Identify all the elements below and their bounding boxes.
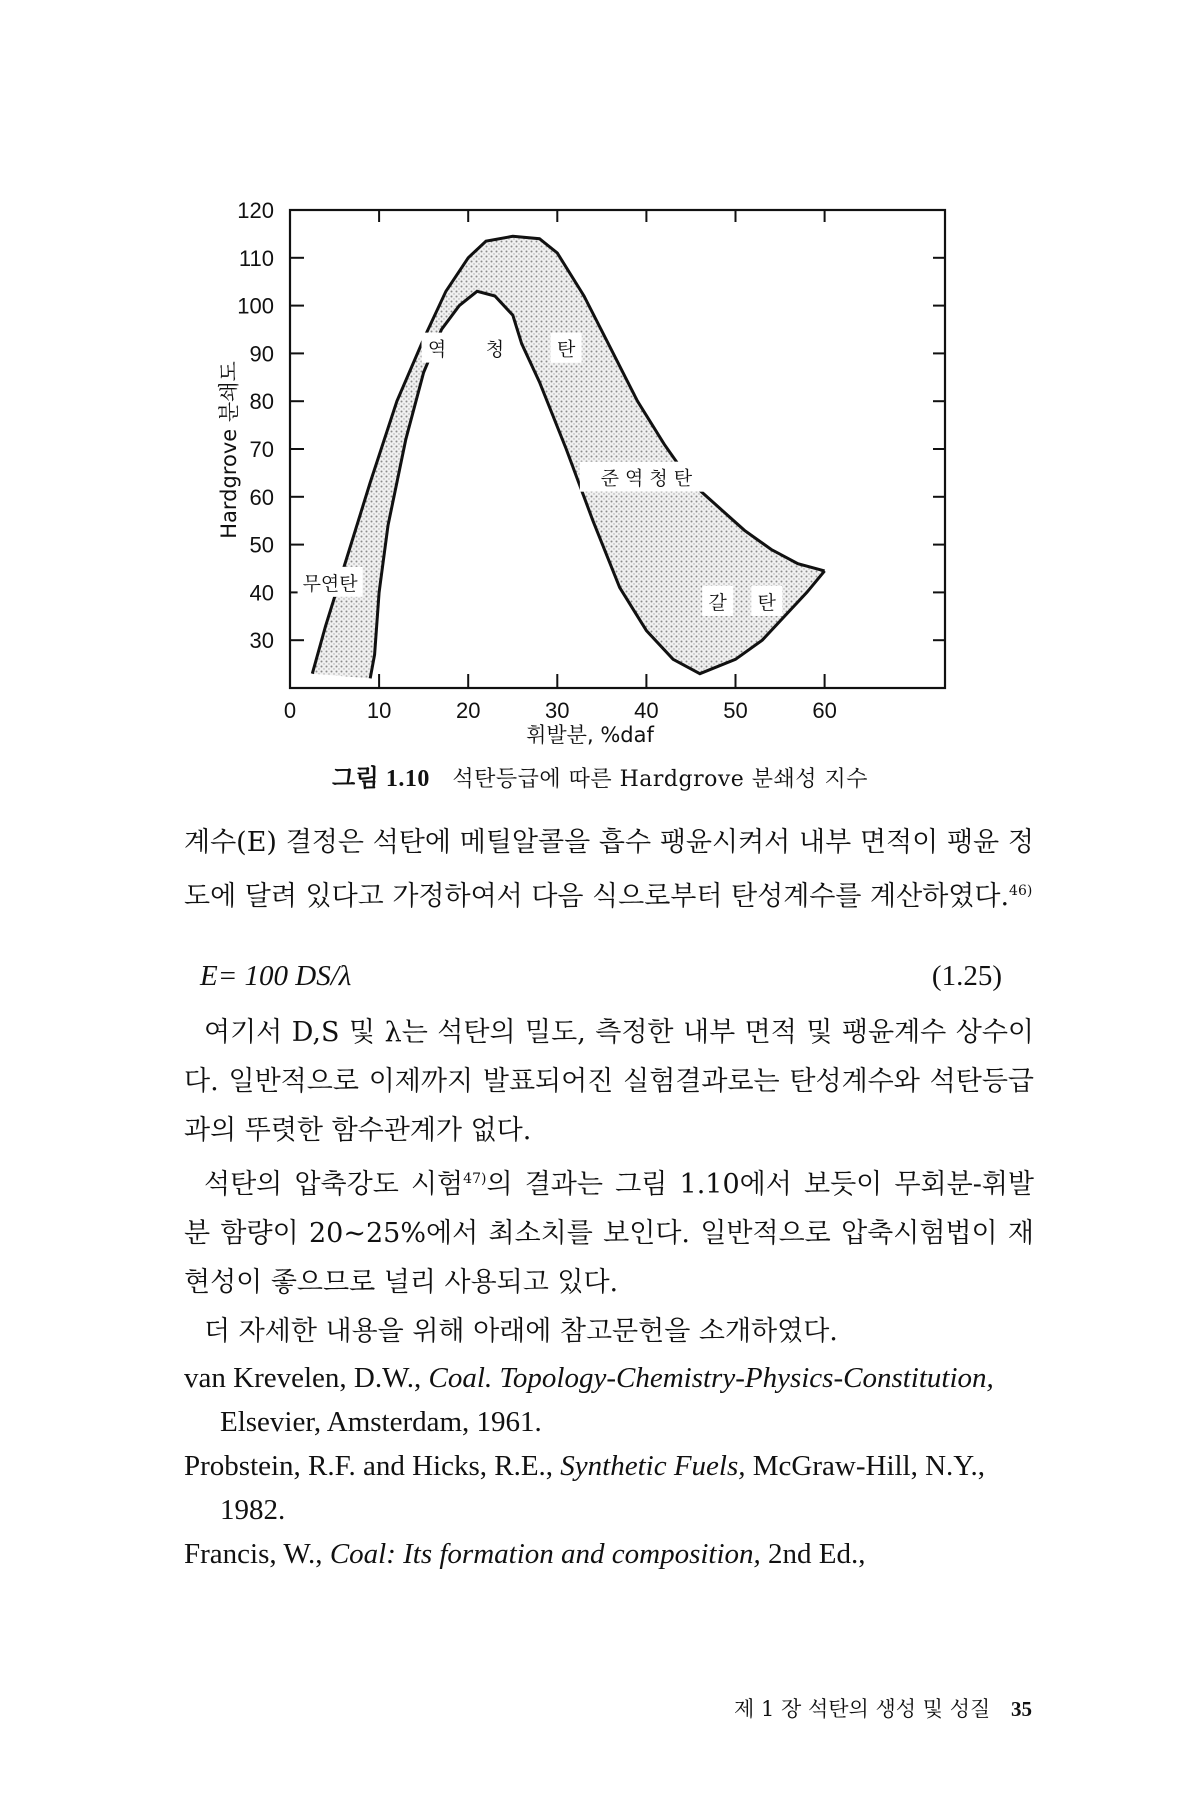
y-tick-label: 70 bbox=[249, 437, 274, 462]
reference-item bbox=[184, 1444, 1044, 1532]
citation-46: 46) bbox=[1009, 883, 1033, 899]
figure-number: 그림 1.10 bbox=[331, 766, 430, 792]
hardgrove-chart bbox=[0, 0, 1200, 760]
paragraph-2-text: 여기서 D,S 및 λ는 석탄의 밀도, 측정한 내부 면적 및 팽윤계수 상수이다. 일반적으로 이제까지 발표되어진 실험결과로는 탄성계수와 석탄등급과의 뚜렷한 함수관계가 없다. bbox=[184, 1017, 1034, 1146]
citation-47: 47) bbox=[463, 1171, 487, 1187]
equation-number: (1.25) bbox=[931, 960, 1002, 992]
rank-annotation: 탄 bbox=[557, 338, 576, 361]
reference-publisher: McGraw-Hill, N.Y., 1982. bbox=[220, 1450, 986, 1526]
reference-title: Coal. Topology-Chemistry-Physics-Constitution, bbox=[428, 1362, 994, 1394]
y-tick-label: 60 bbox=[249, 484, 274, 510]
rank-annotation: 준 역 청 탄 bbox=[600, 467, 693, 490]
reference-item bbox=[184, 1356, 1044, 1444]
y-tick-label: 110 bbox=[238, 245, 274, 271]
rank-annotation: 무연탄 bbox=[302, 572, 358, 595]
y-tick-label: 50 bbox=[249, 532, 274, 558]
reference-authors: Probstein, R.F. and Hicks, R.E., bbox=[184, 1450, 561, 1482]
paragraph-1-text: 계수(E) 결정은 석탄에 메틸알콜을 흡수 팽윤시켜서 내부 면적이 팽윤 정도에 달려 있다고 가정하여서 다음 식으로부터 탄성계수를 계산하였다. bbox=[184, 827, 1034, 912]
x-tick-label: 50 bbox=[723, 698, 748, 723]
reference-list bbox=[184, 1356, 1044, 1576]
reference-publisher: 2nd Ed., bbox=[760, 1538, 866, 1570]
x-tick-label: 20 bbox=[455, 698, 481, 723]
paragraph-3-text-a: 석탄의 압축강도 시험 bbox=[204, 1169, 464, 1200]
paragraph-4-text: 더 자세한 내용을 위해 아래에 참고문헌을 소개하였다. bbox=[204, 1316, 838, 1347]
y-tick-label: 80 bbox=[249, 389, 274, 415]
x-axis-label: 휘발분, %daf bbox=[526, 723, 654, 747]
x-tick-label: 30 bbox=[545, 698, 570, 723]
paragraph-3 bbox=[184, 1155, 1034, 1307]
x-tick-label: 40 bbox=[634, 698, 659, 723]
rank-annotation: 갈 bbox=[708, 591, 727, 614]
figure-caption-text: 석탄등급에 따른 Hardgrove 분쇄성 지수 bbox=[452, 767, 869, 792]
page-footer bbox=[734, 1693, 1032, 1723]
page-number: 35 bbox=[1011, 1697, 1032, 1721]
rank-annotation: 역 bbox=[427, 338, 447, 361]
paragraph-4 bbox=[184, 1307, 1034, 1356]
reference-item bbox=[184, 1532, 1044, 1576]
figure-caption bbox=[0, 758, 1200, 793]
y-tick-label: 30 bbox=[249, 628, 274, 654]
rank-annotation: 탄 bbox=[757, 591, 776, 614]
plot-area bbox=[217, 198, 945, 747]
rank-annotation: 청 bbox=[485, 338, 505, 361]
body-paragraph-1 bbox=[184, 818, 1034, 921]
chapter-title: 제 1 장 석탄의 생성 및 성질 bbox=[734, 1697, 991, 1721]
equation-expression: E= 100 DS/λ bbox=[200, 960, 352, 992]
y-axis-label: Hardgrove 분쇄도 bbox=[217, 361, 241, 539]
x-tick-label: 60 bbox=[812, 698, 837, 723]
body-paragraphs bbox=[184, 1008, 1034, 1356]
x-tick-label: 10 bbox=[366, 698, 392, 723]
x-tick-label: 0 bbox=[283, 698, 297, 723]
y-tick-label: 120 bbox=[237, 198, 274, 223]
y-tick-label: 90 bbox=[249, 341, 274, 367]
paragraph-3-text-b: 의 결과는 그림 1.10에서 보듯이 무회분-휘발분 함량이 20~25%에서 최소치를 보인다. 일반적으로 압축시험법이 재현성이 좋으므로 널리 사용되고 있다. bbox=[184, 1169, 1035, 1298]
reference-publisher: Elsevier, Amsterdam, 1961. bbox=[220, 1406, 542, 1438]
reference-title: Coal: Its formation and composition, bbox=[329, 1538, 761, 1570]
reference-authors: Francis, W., bbox=[184, 1538, 330, 1570]
y-tick-label: 40 bbox=[249, 580, 274, 606]
equation-1-25 bbox=[200, 960, 1002, 1004]
reference-title: Synthetic Fuels, bbox=[560, 1450, 746, 1482]
paragraph-2 bbox=[184, 1008, 1034, 1155]
y-tick-label: 100 bbox=[237, 293, 274, 319]
reference-authors: van Krevelen, D.W., bbox=[184, 1362, 429, 1394]
